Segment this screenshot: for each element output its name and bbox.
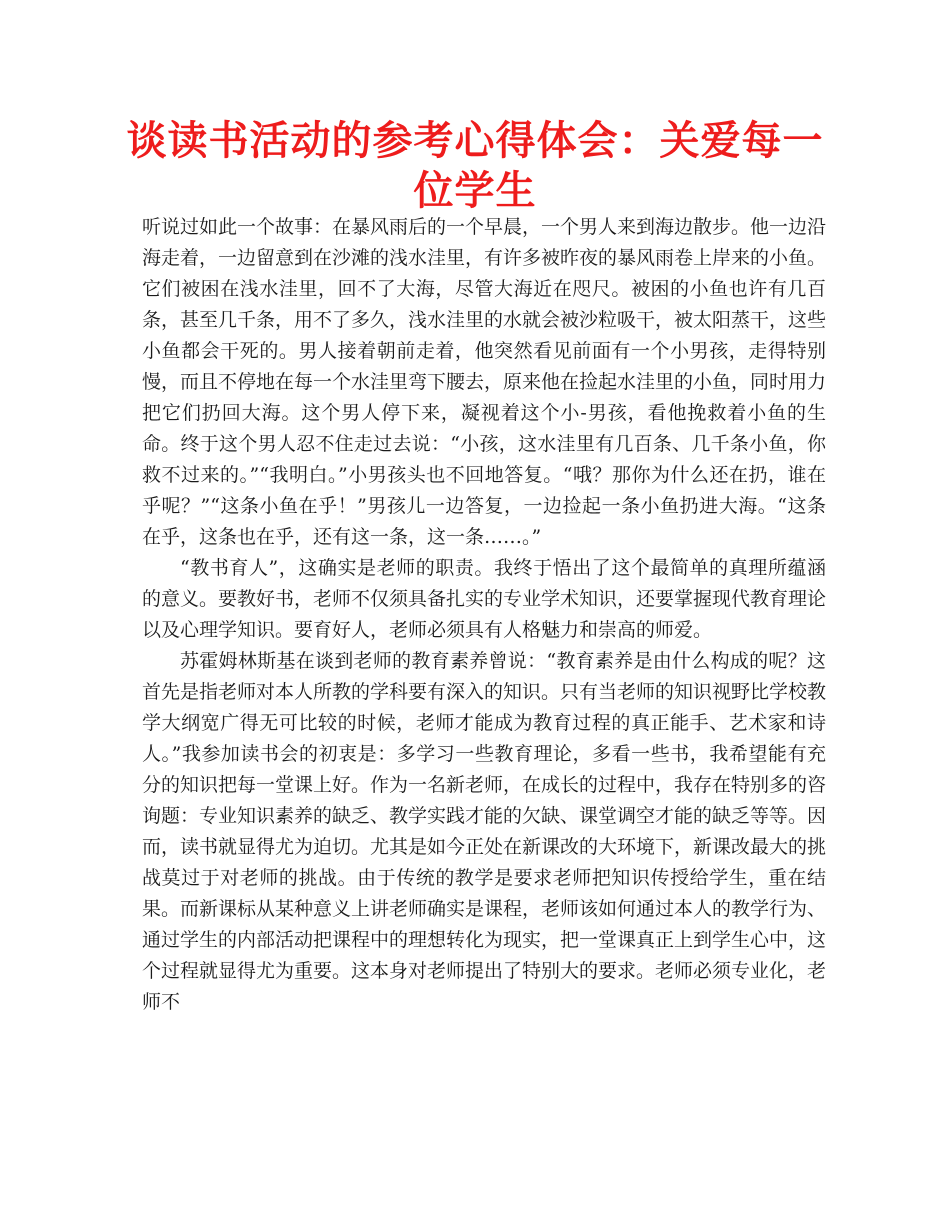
document-body: [142, 212, 826, 1018]
paragraph-teacher-literacy: 苏霍姆林斯基在谈到老师的教育素养曾说：“教育素养是由什么构成的呢？这首先是指老师对本人所教的学科要有深入的知识。只有当老师的知识视野比学校教学大纲宽广得无可比较的时候，老师才能成为教育过程的真正能手、艺术家和诗人。”我参加读书会的初衷是：多学习一些教育理论，多看一些书，我希望能有充分的知识把每一堂课上好。作为一名新老师，在成长的过程中，我存在特别多的咨询题：专业知识素养的缺乏、教学实践才能的欠缺、课堂调空才能的缺乏等等。因而，读书就显得尤为迫切。尤其是如今正处在新课改的大环境下，新课改最大的挑战莫过于对老师的挑战。由于传统的教学是要求老师把知识传授给学生，重在结果。而新课标从某种意义上讲老师确实是课程，老师该如何通过本人的教学行为、通过学生的内部活动把课程中的理想转化为现实，把一堂课真正上到学生心中，这个过程就显得尤为重要。这本身对老师提出了特别大的要求。老师必须专业化，老师不: [142, 650, 827, 1013]
paragraph-story: 听说过如此一个故事：在暴风雨后的一个早晨，一个男人来到海边散步。他一边沿海走着，一边留意到在沙滩的浅水洼里，有许多被昨夜的暴风雨卷上岸来的小鱼。它们被困在浅水洼里，回不了大海，尽管大海近在咫尺。被困的小鱼也许有几百条，甚至几千条，用不了多久，浅水洼里的水就会被沙粒吸干，被太阳蒸干，这些小鱼都会干死的。男人接着朝前走着，他突然看见前面有一个小男孩，走得特别慢，而且不停地在每一个水洼里弯下腰去，原来他在捡起水洼里的小鱼，同时用力把它们扔回大海。这个男人停下来，凝视着这个小-男孩，看他挽救着小鱼的生命。终于这个男人忍不住走过去说：“小孩，这水洼里有几百条、几千条小鱼，你救不过来的。”“我明白。”小男孩头也不回地答复。“哦？那你为什么还在扔，谁在乎呢？”“这条小鱼在乎！”男孩儿一边答复，一边捡起一条小鱼扔进大海。“这条在乎，这条也在乎，还有这一条，这一条……。”: [142, 216, 827, 548]
document-title: 谈读书活动的参考心得体会：关爱每一位学生: [126, 118, 824, 214]
paragraph-teaching-duty: “教书育人”，这确实是老师的职责。我终于悟出了这个最简单的真理所蕴涵的意义。要教好书，老师不仅须具备扎实的专业学术知识，还要掌握现代教育理论以及心理学知识。要育好人，老师必须具有人格魅力和崇高的师爱。: [142, 557, 827, 641]
